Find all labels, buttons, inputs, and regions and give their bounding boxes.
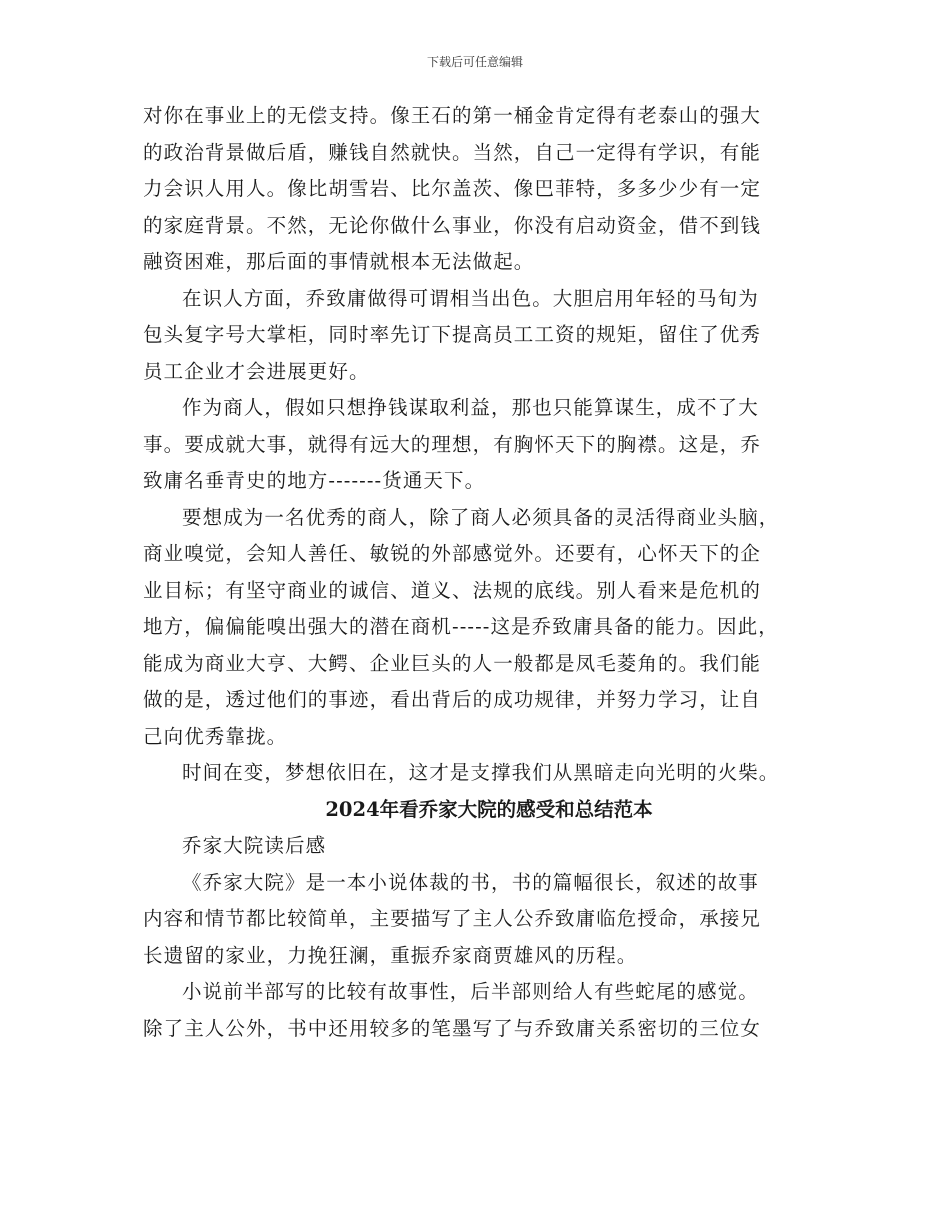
- text-line: 员工企业才会进展更好。: [143, 359, 370, 383]
- text-line: 己向优秀靠拢。: [143, 724, 288, 748]
- text-line: 对你在事业上的无偿支持。像王石的第一桶金肯定得有老泰山的强大: [143, 104, 762, 127]
- text-line: 小说前半部写的比较有故事性，后半部则给人有些蛇尾的感觉。: [182, 980, 759, 1003]
- text-line: 业目标；有坚守商业的诚信、道义、法规的底线。别人看来是危机的: [143, 578, 762, 602]
- text-line: 内容和情节都比较简单，主要描写了主人公乔致庸临危授命，承接兄: [143, 907, 762, 930]
- text-line: 在识人方面，乔致庸做得可谓相当出色。大胆启用年轻的马旬为: [182, 286, 759, 310]
- text-line: 乔家大院读后感: [182, 834, 327, 857]
- text-line: 致庸名垂青史的地方-------货通天下。: [143, 469, 486, 492]
- document-body: [143, 98, 811, 1047]
- text-line: 事。要成就大事，就得有远大的理想，有胸怀天下的胸襟。这是，乔: [143, 432, 762, 456]
- text-line: 的政治背景做后盾，赚钱自然就快。当然，自己一定得有学识，有能: [143, 140, 762, 164]
- section-paragraph-3: [143, 974, 811, 1047]
- text-line: 长遗留的家业，力挽狂澜，重振乔家商贾雄风的历程。: [143, 943, 638, 967]
- text-line: 包头复字号大掌柜，同时率先订下提高员工工资的规矩，留住了优秀: [143, 323, 762, 346]
- text-line: 《乔家大院》是一本小说体裁的书，书的篇幅很长，叙述的故事: [182, 870, 759, 894]
- page-header: 下载后可任意编辑: [426, 55, 523, 69]
- section-paragraph-2: [143, 865, 811, 975]
- paragraph-2: [143, 281, 811, 391]
- text-line: 地方，偏偏能嗅出强大的潜在商机-----这是乔致庸具备的能力。因此，: [143, 615, 779, 638]
- text-line: 商业嗅觉，会知人善任、敏锐的外部感觉外。还要有，心怀天下的企: [143, 542, 762, 565]
- text-line: 能成为商业大亨、大鳄、企业巨头的人一般都是凤毛菱角的。我们能: [143, 651, 762, 675]
- text-line: 要想成为一名优秀的商人，除了商人必须具备的灵活得商业头脑，: [182, 505, 780, 529]
- text-line: 时间在变，梦想依旧在，这才是支撑我们从黑暗走向光明的火柴。: [182, 761, 780, 784]
- paragraph-3: [143, 390, 811, 500]
- section-title: 2024年看乔家大院的感受和总结范本: [325, 797, 653, 821]
- text-line: 做的是，透过他们的事迹，看出背后的成功规律，并努力学习，让自: [143, 688, 762, 711]
- paragraph-1: [143, 98, 811, 281]
- text-line: 的家庭背景。不然，无论你做什么事业，你没有启动资金，借不到钱: [143, 213, 762, 237]
- text-line: 力会识人用人。像比胡雪岩、比尔盖茨、像巴菲特，多多少少有一定: [143, 177, 762, 200]
- text-line: 融资困难，那后面的事情就根本无法做起。: [143, 250, 535, 273]
- paragraph-5: [143, 755, 811, 792]
- paragraph-4: [143, 500, 811, 756]
- section-paragraph-1: [143, 828, 811, 865]
- text-line: 除了主人公外，书中还用较多的笔墨写了与乔致庸关系密切的三位女: [143, 1016, 762, 1040]
- text-line: 作为商人，假如只想挣钱谋取利益，那也只能算谋生，成不了大: [182, 396, 759, 419]
